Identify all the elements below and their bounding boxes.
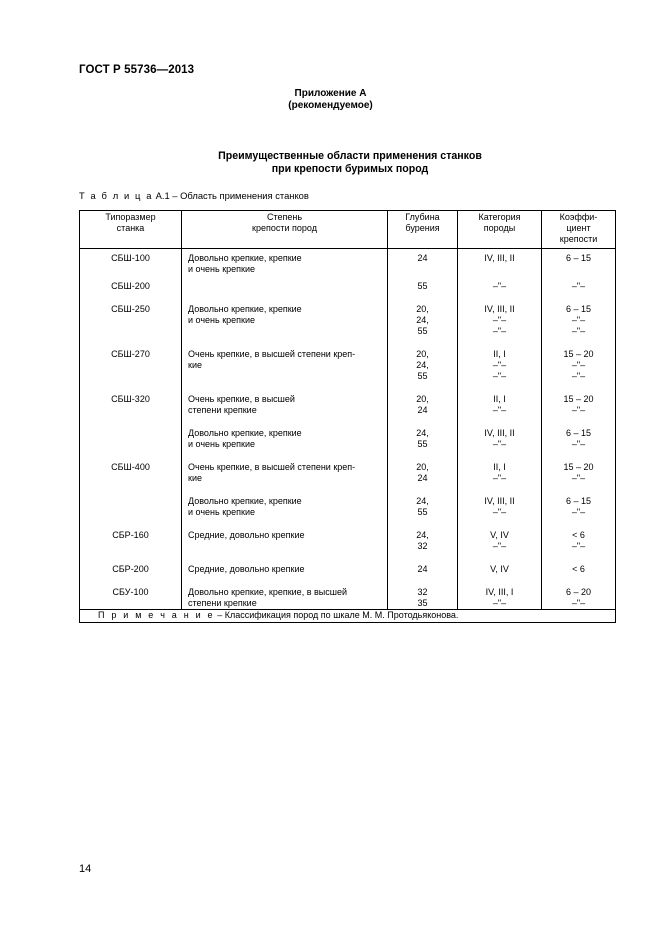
header-rock-hardness [182, 211, 388, 249]
cell-drilling-depth [388, 281, 458, 304]
cell-line: 24, [416, 530, 429, 540]
cell-drilling-depth [388, 462, 458, 496]
cell-line: 20, [416, 304, 429, 314]
cell-line: II, I [493, 349, 506, 359]
table-header-row [80, 211, 616, 249]
header-hardness-coefficient [542, 211, 616, 249]
table-row [80, 304, 616, 349]
cell-line: –"– [571, 598, 586, 608]
table-caption [79, 190, 309, 201]
cell-line: –"– [492, 473, 507, 483]
cell-hardness-coefficient [542, 281, 616, 304]
cell-line: V, IV [490, 564, 509, 574]
cell-line: –"– [492, 507, 507, 517]
cell-line: V, IV [490, 530, 509, 540]
cell-rock-category [458, 564, 542, 587]
cell-line: Средние, довольно крепкие [188, 564, 305, 574]
cell-line: Средние, довольно крепкие [188, 530, 305, 540]
cell-drilling-depth [388, 304, 458, 349]
cell-line: 20, [416, 349, 429, 359]
cell-rock-hardness [182, 304, 388, 349]
cell-hardness-coefficient [542, 304, 616, 349]
cell-line: < 6 [572, 530, 585, 540]
cell-line: IV, III, II [484, 304, 515, 314]
cell-line: –"– [571, 281, 586, 291]
cell-line: –"– [571, 326, 586, 336]
cell-line: 35 [417, 598, 428, 608]
cell-line: 55 [417, 371, 428, 381]
cell-rock-category [458, 304, 542, 349]
cell-line: 24, [416, 315, 429, 325]
section-heading-line-2: при крепости буримых пород [271, 163, 429, 175]
cell-line: –"– [571, 360, 586, 370]
cell-line: –"– [571, 315, 586, 325]
cell-line: –"– [571, 405, 586, 415]
cell-machine-model: СБШ-200 [80, 281, 182, 304]
cell-rock-hardness [182, 281, 388, 304]
header-line: Типоразмер [105, 212, 156, 222]
cell-rock-hardness [182, 394, 388, 428]
table-row [80, 249, 616, 282]
table-row [80, 428, 616, 462]
cell-rock-category [458, 587, 542, 610]
cell-line: 55 [417, 281, 428, 291]
header-line: Коэффи- [559, 212, 598, 222]
cell-line: 20, [416, 394, 429, 404]
cell-line: 15 – 20 [563, 394, 594, 404]
cell-hardness-coefficient [542, 530, 616, 564]
cell-line: –"– [492, 360, 507, 370]
cell-line: < 6 [572, 564, 585, 574]
cell-line: 32 [417, 541, 428, 551]
cell-rock-hardness [182, 587, 388, 610]
cell-machine-model [80, 428, 182, 462]
table-row [80, 281, 616, 304]
cell-line: 15 – 20 [563, 349, 594, 359]
cell-line: –"– [492, 541, 507, 551]
cell-rock-category [458, 462, 542, 496]
cell-line: и очень крепкие [188, 439, 255, 449]
cell-drilling-depth [388, 394, 458, 428]
cell-line: Очень крепкие, в высшей степени креп- [188, 349, 356, 359]
cell-rock-hardness [182, 462, 388, 496]
cell-line: –"– [492, 371, 507, 381]
cell-line: Очень крепкие, в высшей степени креп- [188, 462, 356, 472]
cell-line: Очень крепкие, в высшей [188, 394, 295, 404]
cell-rock-category [458, 249, 542, 282]
table-caption-prefix: Т а б л и ц а [79, 190, 154, 201]
cell-line: –"– [571, 507, 586, 517]
cell-line: 6 – 20 [565, 587, 592, 597]
cell-line: –"– [571, 371, 586, 381]
standard-code: ГОСТ Р 55736—2013 [79, 64, 195, 76]
cell-line: Довольно крепкие, крепкие, в высшей [188, 587, 347, 597]
cell-rock-category [458, 496, 542, 530]
table-row [80, 496, 616, 530]
cell-line: 20, [416, 462, 429, 472]
cell-line: 55 [417, 439, 428, 449]
cell-machine-model: СБШ-400 [80, 462, 182, 496]
cell-rock-hardness [182, 564, 388, 587]
header-line: крепости [559, 234, 598, 244]
header-line: породы [483, 223, 516, 233]
cell-line: IV, III, I [485, 587, 514, 597]
cell-line: –"– [492, 405, 507, 415]
cell-line: –"– [492, 281, 507, 291]
table-row [80, 587, 616, 610]
cell-machine-model: СБШ-250 [80, 304, 182, 349]
page-number: 14 [79, 863, 92, 875]
header-line: Глубина [405, 212, 440, 222]
cell-line: –"– [492, 598, 507, 608]
cell-line: кие [188, 360, 202, 370]
cell-hardness-coefficient [542, 564, 616, 587]
cell-drilling-depth [388, 587, 458, 610]
table-note-row [80, 610, 616, 623]
cell-machine-model: СБШ-320 [80, 394, 182, 428]
cell-hardness-coefficient [542, 587, 616, 610]
header-line: циент [566, 223, 591, 233]
cell-machine-model: СБР-200 [80, 564, 182, 587]
cell-hardness-coefficient [542, 428, 616, 462]
section-heading-line-1: Преимущественные области применения станков [218, 150, 482, 162]
cell-line: 24 [417, 564, 428, 574]
cell-hardness-coefficient [542, 462, 616, 496]
cell-rock-hardness [182, 249, 388, 282]
cell-line: и очень крепкие [188, 315, 255, 325]
cell-line: 24 [417, 405, 428, 415]
machines-application-table [79, 210, 616, 623]
cell-line: IV, III, II [484, 496, 515, 506]
cell-machine-model [80, 496, 182, 530]
cell-machine-model: СБШ-270 [80, 349, 182, 394]
cell-drilling-depth [388, 349, 458, 394]
cell-drilling-depth [388, 564, 458, 587]
cell-hardness-coefficient [542, 249, 616, 282]
table-caption-text: А.1 – Область применения станков [153, 190, 309, 201]
cell-line: 24, [416, 496, 429, 506]
cell-machine-model: СБШ-100 [80, 249, 182, 282]
cell-rock-category [458, 530, 542, 564]
header-line: крепости пород [252, 223, 317, 233]
cell-rock-hardness [182, 428, 388, 462]
cell-line: 24 [417, 253, 428, 263]
cell-rock-hardness [182, 530, 388, 564]
cell-line: Довольно крепкие, крепкие [188, 253, 302, 263]
cell-hardness-coefficient [542, 496, 616, 530]
cell-drilling-depth [388, 428, 458, 462]
cell-drilling-depth [388, 530, 458, 564]
table-body [80, 249, 616, 623]
table-note [80, 610, 616, 623]
table-header [80, 211, 616, 249]
header-line: станка [116, 223, 145, 233]
cell-line: степени крепкие [188, 405, 257, 415]
cell-line: Довольно крепкие, крепкие [188, 496, 302, 506]
cell-rock-category [458, 394, 542, 428]
table-row [80, 462, 616, 496]
cell-hardness-coefficient [542, 394, 616, 428]
cell-line: 24 [417, 473, 428, 483]
cell-machine-model: СБР-160 [80, 530, 182, 564]
table-row [80, 394, 616, 428]
cell-line: –"– [492, 315, 507, 325]
header-line: бурения [405, 223, 440, 233]
cell-line: 55 [417, 326, 428, 336]
cell-line: 6 – 15 [565, 428, 592, 438]
cell-line: и очень крепкие [188, 264, 255, 274]
cell-rock-category [458, 349, 542, 394]
cell-rock-hardness [182, 349, 388, 394]
table-row [80, 564, 616, 587]
cell-line: кие [188, 473, 202, 483]
cell-line: 15 – 20 [563, 462, 594, 472]
cell-line: II, I [493, 462, 506, 472]
cell-line: –"– [571, 473, 586, 483]
cell-line: –"– [492, 439, 507, 449]
table-row [80, 349, 616, 394]
cell-line: Довольно крепкие, крепкие [188, 304, 302, 314]
annex-title: Приложение А [294, 88, 367, 99]
cell-line: 6 – 15 [565, 304, 592, 314]
cell-line: –"– [492, 326, 507, 336]
header-rock-category [458, 211, 542, 249]
table-note-text: – Классификация пород по шкале М. М. Протодьяконова. [214, 610, 459, 620]
cell-line: 24, [416, 428, 429, 438]
cell-line: 6 – 15 [565, 253, 592, 263]
cell-line: IV, III, II [484, 253, 515, 263]
cell-machine-model: СБУ-100 [80, 587, 182, 610]
table-note-prefix: П р и м е ч а н и е [98, 610, 215, 620]
cell-line: и очень крепкие [188, 507, 255, 517]
cell-rock-hardness [182, 496, 388, 530]
header-line: Степень [266, 212, 303, 222]
cell-hardness-coefficient [542, 349, 616, 394]
cell-line: 55 [417, 507, 428, 517]
header-machine-size [80, 211, 182, 249]
cell-line: Довольно крепкие, крепкие [188, 428, 302, 438]
cell-line: 6 – 15 [565, 496, 592, 506]
table-row [80, 530, 616, 564]
cell-drilling-depth [388, 496, 458, 530]
cell-drilling-depth [388, 249, 458, 282]
annex-status: (рекомендуемое) [288, 100, 373, 111]
cell-line: –"– [571, 541, 586, 551]
cell-line: степени крепкие [188, 598, 257, 608]
cell-rock-category [458, 428, 542, 462]
cell-rock-category [458, 281, 542, 304]
header-drilling-depth [388, 211, 458, 249]
header-line: Категория [478, 212, 521, 222]
cell-line: II, I [493, 394, 506, 404]
cell-line: IV, III, II [484, 428, 515, 438]
cell-line: 24, [416, 360, 429, 370]
cell-line: 32 [417, 587, 428, 597]
cell-line: –"– [571, 439, 586, 449]
